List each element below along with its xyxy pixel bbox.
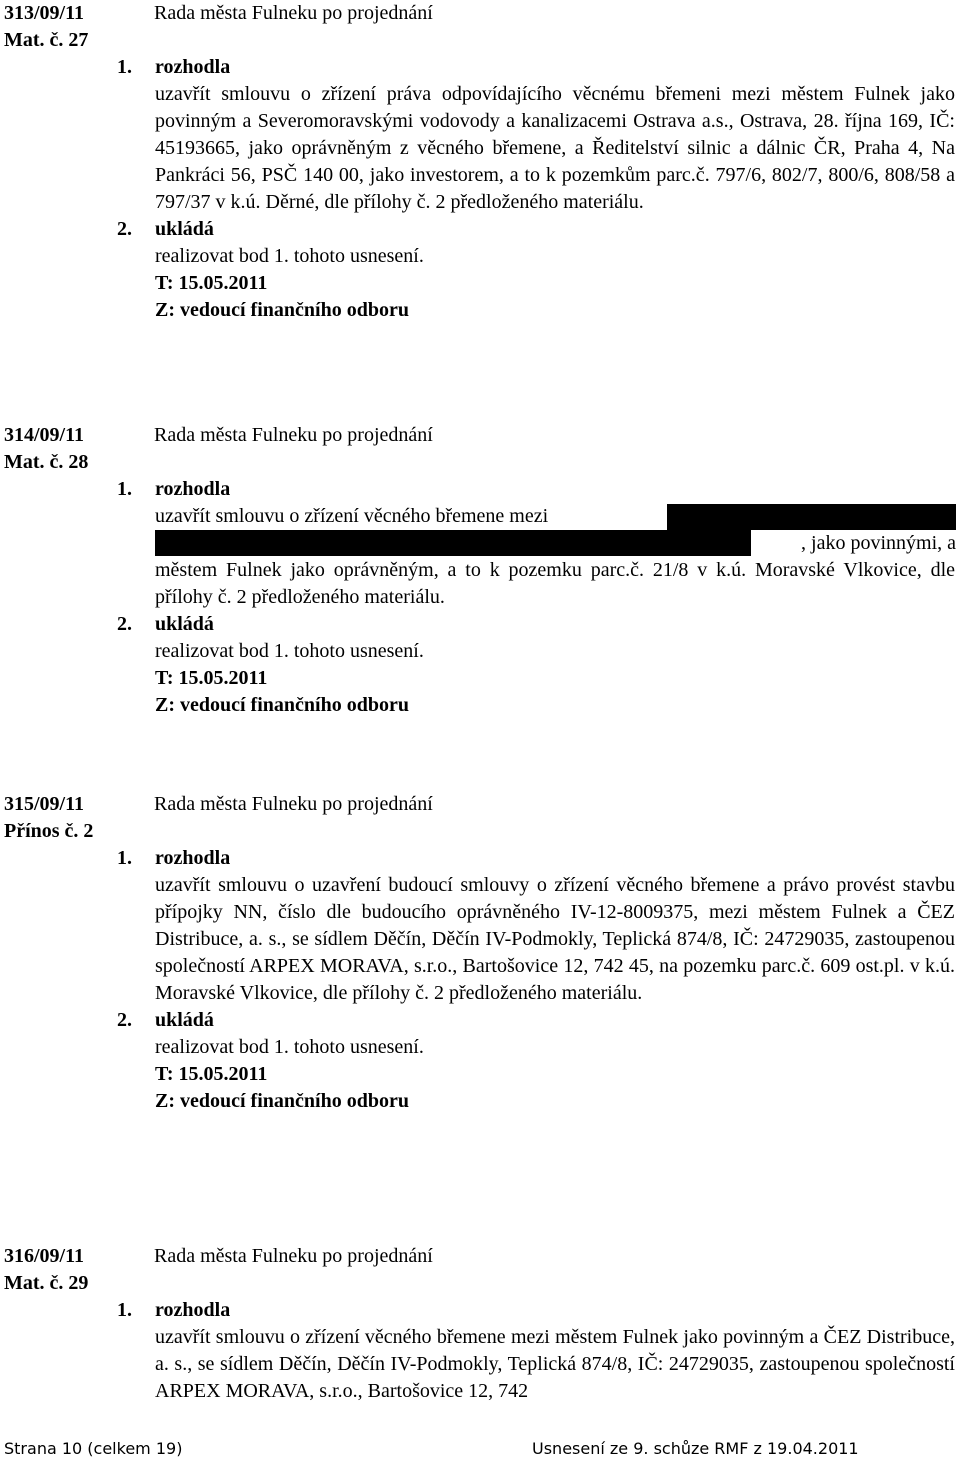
redacted-block <box>155 530 751 556</box>
resolution-text-continued: , jako povinnými, a <box>801 532 956 554</box>
resolution-number: 315/09/11 <box>4 793 85 815</box>
point-number: 1. <box>117 847 132 869</box>
page-footer <box>4 1436 956 1462</box>
council-line: Rada města Fulneku po projednání <box>154 793 433 815</box>
deadline: T: 15.05.2011 <box>155 272 268 294</box>
point-label: rozhodla <box>155 478 231 500</box>
task-text: realizovat bod 1. tohoto usnesení. <box>155 1036 424 1058</box>
point-label: ukládá <box>155 613 214 635</box>
material-reference: Mat. č. 27 <box>4 29 89 51</box>
resolution-text: uzavřít smlouvu o uzavření budoucí smlouvy o zřízení věcného břemene a právo provést stavbu přípojky NN, číslo dle budoucího oprávněného IV-12-8009375, mezi městem Fulnek a ČEZ Distribuce, a. s., se sídlem Děčín, Děčín IV-Podmokly, Teplická 874/8, IČ: 24729035, zastoupenou společností ARPEX MORAVA, s.r.o., Bartošovice 12, 742 45, na pozemku parc.č. 609 ost.pl. v k.ú. Moravské Vlkovice, dle přílohy č. 2 předloženého materiálu. <box>155 874 955 1004</box>
point-label: ukládá <box>155 1009 214 1031</box>
material-reference: Přínos č. 2 <box>4 820 94 842</box>
council-line: Rada města Fulneku po projednání <box>154 1245 433 1267</box>
point-number: 2. <box>117 1009 132 1031</box>
point-number: 1. <box>117 478 132 500</box>
deadline: T: 15.05.2011 <box>155 1063 268 1085</box>
resolution-313 <box>4 0 956 324</box>
redacted-block <box>667 504 956 530</box>
council-line: Rada města Fulneku po projednání <box>154 424 433 446</box>
resolution-number: 313/09/11 <box>4 2 85 24</box>
point-number: 2. <box>117 218 132 240</box>
resolution-text: uzavřít smlouvu o zřízení práva odpovídajícího věcnému břemeni mezi městem Fulnek jako povinným a Severomoravskými vodovody a kanalizacemi Ostrava a.s., Ostrava, 28. října 169, IČ: 45193665, jako oprávněným z věcného břemene, a Ředitelství silnic a dálnic ČR, Praha 4, Na Pankráci 56, PSČ 140 00, jako investorem, a to k pozemkům parc.č. 797/6, 802/7, 800/6, 808/58 a 797/37 v k.ú. Děrné, dle přílohy č. 2 předloženého materiálu. <box>155 83 955 213</box>
resolution-text: městem Fulnek jako oprávněným, a to k pozemku parc.č. 21/8 v k.ú. Moravské Vlkovice, dle přílohy č. 2 předloženého materiálu. <box>155 559 955 608</box>
responsible-person: Z: vedoucí finančního odboru <box>155 1090 409 1112</box>
resolution-text-start: uzavřít smlouvu o zřízení věcného břemene mezi <box>155 505 549 527</box>
material-reference: Mat. č. 29 <box>4 1272 89 1294</box>
responsible-person: Z: vedoucí finančního odboru <box>155 694 409 716</box>
point-number: 1. <box>117 56 132 78</box>
material-reference: Mat. č. 28 <box>4 451 89 473</box>
resolution-number: 316/09/11 <box>4 1245 85 1267</box>
deadline: T: 15.05.2011 <box>155 667 268 689</box>
meeting-reference: Usnesení ze 9. schůze RMF z 19.04.2011 <box>532 1439 859 1458</box>
point-number: 1. <box>117 1299 132 1321</box>
council-line: Rada města Fulneku po projednání <box>154 2 433 24</box>
point-number: 2. <box>117 613 132 635</box>
point-label: rozhodla <box>155 1299 231 1321</box>
point-label: rozhodla <box>155 847 231 869</box>
page-number: Strana 10 (celkem 19) <box>4 1439 183 1458</box>
resolution-text: uzavřít smlouvu o zřízení věcného břemene mezi městem Fulnek jako povinným a ČEZ Distribuce, a. s., se sídlem Děčín, Děčín IV-Podmokly, Teplická 874/8, IČ: 24729035, zastoupenou společností ARPEX MORAVA, s.r.o., Bartošovice 12, 742 <box>155 1326 955 1402</box>
task-text: realizovat bod 1. tohoto usnesení. <box>155 640 424 662</box>
resolution-number: 314/09/11 <box>4 424 85 446</box>
resolution-316 <box>4 1243 956 1405</box>
task-text: realizovat bod 1. tohoto usnesení. <box>155 245 424 267</box>
resolution-314 <box>4 422 956 719</box>
point-label: ukládá <box>155 218 214 240</box>
resolution-315 <box>4 791 956 1115</box>
point-label: rozhodla <box>155 56 231 78</box>
responsible-person: Z: vedoucí finančního odboru <box>155 299 409 321</box>
